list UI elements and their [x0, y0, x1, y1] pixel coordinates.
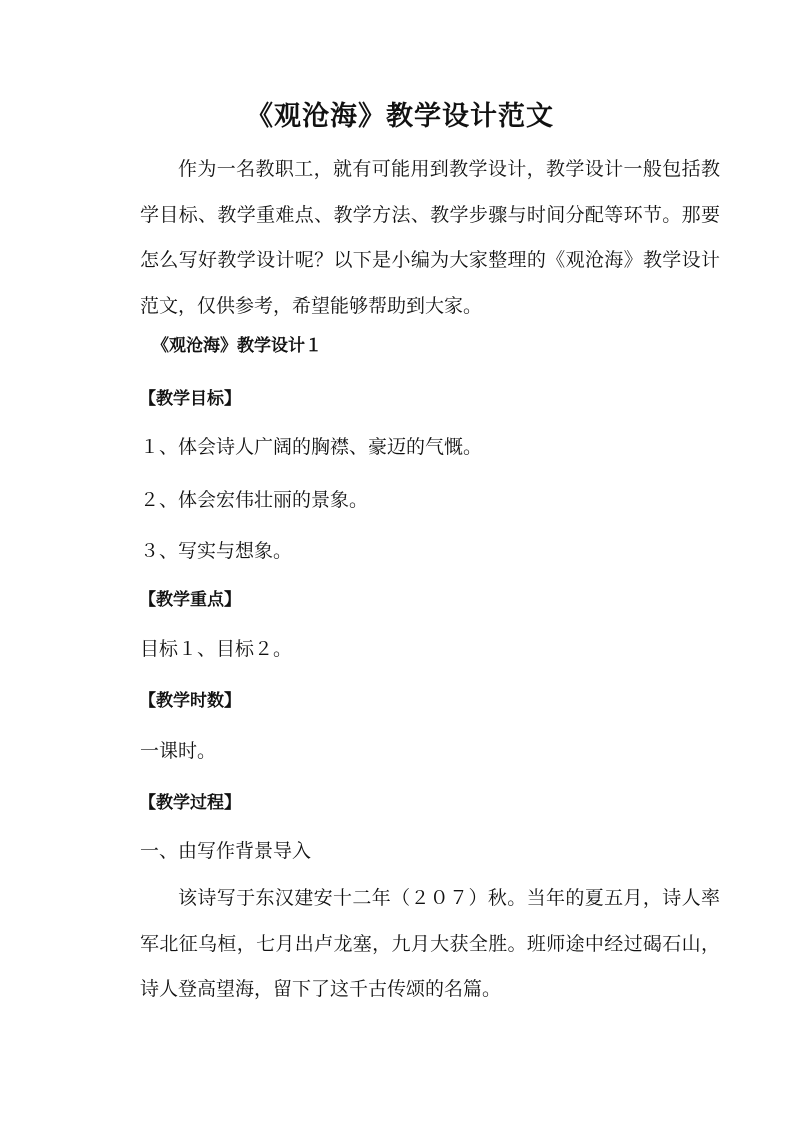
- step1-paragraph: 该诗写于东汉建安十二年（２０７）秋。当年的夏五月，诗人率军北征乌桓，七月出卢龙塞，九月大获全胜。班师途中经过碣石山，诗人登高望海，留下了这千古传颂的名篇。: [140, 887, 720, 1000]
- objectives-heading: 【教学目标】: [139, 389, 241, 409]
- process-heading: 【教学过程】: [139, 793, 241, 813]
- intro-paragraph: 作为一名教职工，就有可能用到教学设计，教学设计一般包括教学目标、教学重难点、教学方法、教学步骤与时间分配等环节。那要怎么写好教学设计呢？以下是小编为大家整理的《观沧海》教学设计范文，仅供参考，希望能够帮助到大家。: [140, 158, 720, 317]
- document-title: 《观沧海》教学设计范文: [246, 101, 554, 132]
- hours-heading: 【教学时数】: [139, 691, 241, 711]
- key-points-heading: 【教学重点】: [139, 590, 241, 610]
- objective-item-3: ３、写实与想象。: [140, 540, 293, 562]
- section-title: 《观沧海》教学设计１: [152, 336, 322, 356]
- step1-title: 一、由写作背景导入: [140, 840, 312, 862]
- hours-text: 一课时。: [140, 740, 217, 762]
- objective-item-2: ２、体会宏伟壮丽的景象。: [140, 489, 369, 511]
- key-points-text: 目标１、目标２。: [140, 638, 293, 660]
- objective-item-1: １、体会诗人广阔的胸襟、豪迈的气慨。: [140, 436, 483, 458]
